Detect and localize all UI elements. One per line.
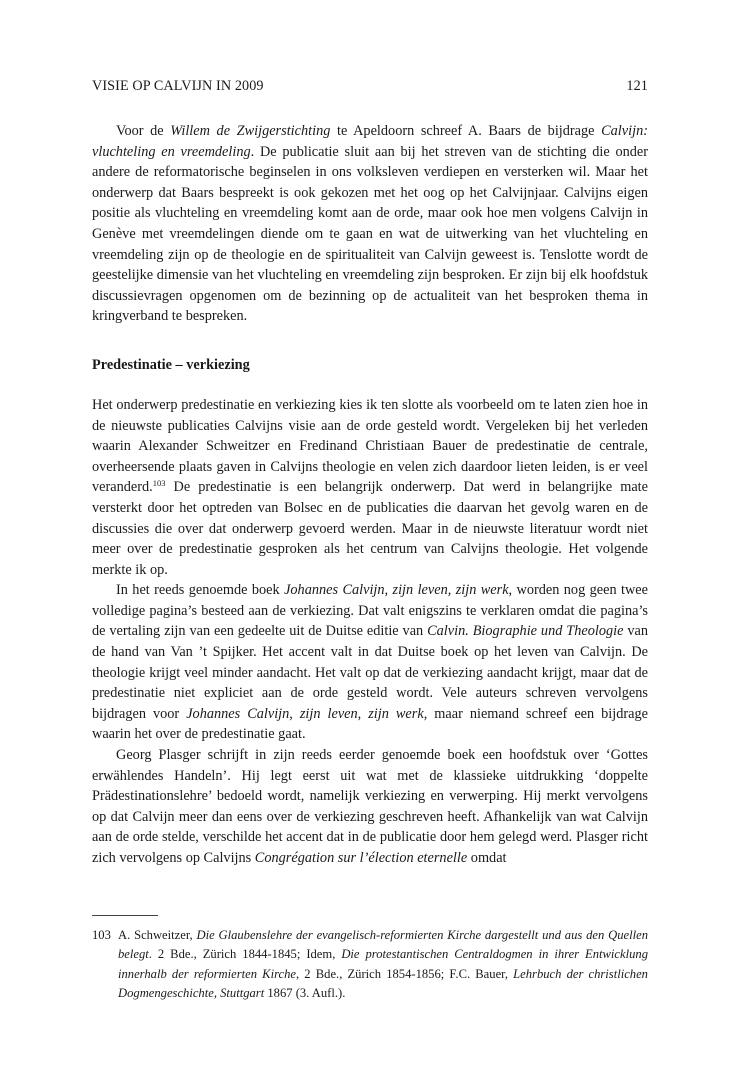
footnote-divider xyxy=(92,915,158,916)
running-header xyxy=(92,78,648,95)
running-title: VISIE OP CALVIJN IN 2009 xyxy=(92,78,264,94)
footnote-number: 103 xyxy=(92,928,111,942)
paragraph-plasger xyxy=(92,745,648,869)
section-heading: Predestinatie – verkiezing xyxy=(92,356,250,373)
paragraph-calvijn-boek xyxy=(92,580,648,745)
text: . 2 Bde., Zürich 1844-1845; Idem, xyxy=(148,947,342,962)
text: De predestinatie is een belangrijk onderwerp. Dat werd in belangrijke mate versterkt door het optreden van Bolsec en de publicaties die daarvan het gevolg waren en de discussies die over dat onderwerp gevoerd werden. Maar in de nieuwste literatuur wordt niet meer over de predestinatie gesproken als het centrum van Calvijns theologie. Het volgende merkte ik op. xyxy=(92,479,648,578)
text: In het reeds genoemde boek xyxy=(116,582,285,599)
italic-text: Calvin. Biographie und Theologie xyxy=(427,623,624,640)
text: Georg Plasger schrijft in zijn reeds eerder genoemde boek een hoofdstuk over ‘Gottes erwählendes Handeln’. Hij legt eerst uit wat met de klassieke uitdrukking ‘doppelte Prädestinationslehre’ bedoeld wordt, namelijk verkiezing en verwerping. Hij merkt vervolgens op dat Calvijn meer dan eens over de verkiezing geschreven heeft. Afhankelijk van wat Calvijn aan de orde stelde, verschilde het accent dat in de publicatie door hem gelegd werd. Plasger richt zich vervolgens op Calvijns xyxy=(92,747,648,866)
text: 1867 (3. Aufl.). xyxy=(264,985,346,1000)
italic-text: Die protestantischen Centraldogmen in ihrer Entwicklung innerhalb der reformierten Kirche xyxy=(118,947,648,981)
text: te Apeldoorn schreef A. Baars de bijdrage xyxy=(330,123,602,139)
page-body xyxy=(92,78,648,869)
text: A. Schweitzer, xyxy=(118,928,197,942)
italic-text: Calvijn: vluchteling en vreemdeling xyxy=(92,123,648,160)
text: . De publicatie sluit aan bij het streven van de stichting die onder andere de reformatorische beginselen in ons volksleven verdiepen en versterken wil. Maar het onderwerp dat Baars bespreekt is ook gekozen met het oog op het Calvijnjaar. Calvijns eigen positie als vluchteling en vreemdeling komt aan de orde, maar ook hoe men volgens Calvijn in Genève met vreemdelingen diende om te gaan en wat de uitwerking van het vluchteling en vreemdeling zijn op de theologie en de spiritualiteit van Calvijn geweest is. Tenslotte wordt de geestelijke dimensie van het vluchteling en vreemdeling zijn besproken. Er zijn bij elk hoofdstuk discussievragen opgenomen om de bezinning op de actualiteit van het besproken thema in kringverband te bespreken. xyxy=(92,143,649,325)
italic-text: Lehrbuch der christlichen Dogmengeschichte, Stuttgart xyxy=(118,966,648,1000)
text: , maar niemand schreef een bijdrage waarin het over de predestinatie gaat. xyxy=(92,705,648,743)
italic-text: Congrégation sur l’élection eternelle xyxy=(254,850,468,866)
text: Het onderwerp predestinatie en verkiezing kies ik ten slotte als voorbeeld om te laten zien hoe in de nieuwste publicaties Calvijns visie aan de orde gesteld wordt. Vergeleken bij het verleden waarin Alexander Schweitzer en Fredinand Christiaan Bauer de predestinatie de centrale, overheersende plaats gaven in Calvijns theologie en velen zich daardoor lieten leiden, is er veel veranderd. xyxy=(92,396,648,496)
text: , 2 Bde., Zürich 1854-1856; F.C. Bauer, xyxy=(296,966,514,981)
page-number: 121 xyxy=(626,78,648,94)
italic-text: Johannes Calvijn, zijn leven, zijn werk xyxy=(186,705,424,722)
italic-text: Johannes Calvijn, zijn leven, zijn werk xyxy=(284,582,509,599)
text: van de hand van Van ’t Spijker. Het accent valt in dat Duitse boek op het leven van Calvijn. De theologie krijgt veel minder aandacht. Het valt op dat de verkiezing aandacht krijgt, maar dat de predestinatie niet expliciet aan de orde gesteld wordt. Vele auteurs schreven vervolgens bijdragen voor xyxy=(92,623,648,722)
italic-text: Die Glaubenslehre der evangelisch-reformierten Kirche dargestellt und aus den Quellen belegt xyxy=(118,928,648,962)
footnote-reference[interactable]: 103 xyxy=(152,478,166,489)
text: omdat xyxy=(467,850,507,866)
footnote-103 xyxy=(92,926,648,1003)
paragraph-predestinatie xyxy=(92,395,648,580)
footnote-text xyxy=(118,926,648,1003)
text: , worden nog geen twee volledige pagina’s besteed aan de verkiezing. Dat valt enigszins te verklaren omdat die pagina’s de vertaling zijn van een gedeelte uit de Duitse editie van xyxy=(92,582,648,640)
paragraph-baars xyxy=(92,121,648,327)
italic-text: Willem de Zwijgerstichting xyxy=(170,123,331,139)
text: Voor de xyxy=(116,123,171,139)
